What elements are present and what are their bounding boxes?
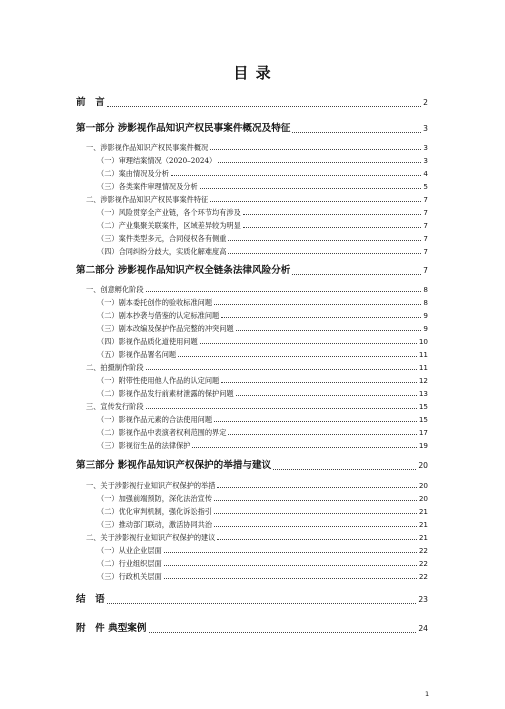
toc-entry-label: （一）附带性使用他人作品的认定问题: [97, 376, 220, 385]
dot-leader: [146, 291, 422, 292]
toc-entry-label: 第二部分 涉影视作品知识产权全链条法律风险分析: [76, 265, 291, 276]
toc-entry[interactable]: [76, 140, 428, 152]
dot-leader: [221, 317, 421, 318]
toc-entry-page: 13: [418, 389, 428, 398]
dot-leader: [292, 274, 421, 275]
dot-leader: [236, 330, 422, 331]
toc-entry-label: （四）合同纠纷分歧大，实质化解难度高: [97, 247, 227, 256]
dot-leader: [200, 343, 417, 344]
toc-entry-label: （一）加强前端预防，深化法治宣传: [97, 494, 213, 503]
dot-leader: [107, 106, 421, 107]
toc-entry[interactable]: [76, 621, 428, 635]
toc-entry[interactable]: [76, 543, 428, 555]
toc-entry-label: （三）推动部门联动，激活协同共治: [97, 520, 213, 529]
dot-leader: [171, 175, 422, 176]
toc-entry[interactable]: [76, 95, 428, 109]
toc-entry[interactable]: [76, 334, 428, 346]
toc-entry[interactable]: [76, 569, 428, 581]
toc-entry[interactable]: [76, 192, 428, 204]
toc-entry[interactable]: [76, 425, 428, 437]
dot-leader: [236, 395, 417, 396]
dot-leader: [273, 469, 416, 470]
toc-entry-label: （二）案由情况及分析: [97, 169, 169, 178]
dot-leader: [164, 578, 417, 579]
dot-leader: [200, 188, 422, 189]
toc-entry[interactable]: [76, 360, 428, 372]
toc-entry[interactable]: [76, 179, 428, 191]
toc-entry-label: （二）行业组织层面: [97, 559, 162, 568]
toc-entry[interactable]: [76, 282, 428, 294]
toc-entry[interactable]: [76, 412, 428, 424]
dot-leader: [228, 434, 416, 435]
toc-entry-page: 20: [418, 494, 428, 503]
toc-entry-page: 17: [418, 428, 428, 437]
toc-entry-label: （一）审理结案情况（2020–2024）: [97, 156, 217, 165]
toc-entry-page: 15: [418, 415, 428, 424]
dot-leader: [192, 447, 416, 448]
dot-leader: [292, 132, 421, 133]
dot-leader: [214, 526, 417, 527]
toc-entry-page: 21: [418, 533, 428, 542]
toc-entry-page: 15: [418, 402, 428, 411]
toc-entry-page: 8: [423, 285, 428, 294]
toc-entry-page: 21: [418, 507, 428, 516]
toc-entry-page: 24: [418, 624, 428, 633]
toc-entry-label: 三、宣传发行阶段: [86, 402, 144, 411]
toc-entry-page: 4: [423, 169, 428, 178]
toc-entry-page: 23: [418, 595, 428, 604]
toc-entry[interactable]: [76, 244, 428, 256]
toc-entry-page: 12: [418, 376, 428, 385]
toc-entry-label: 前 言: [76, 97, 105, 108]
toc-entry-label: （二）剧本抄袭与借鉴的认定标准问题: [97, 311, 220, 320]
toc-entry-page: 20: [418, 461, 428, 470]
toc-entry-label: 第一部分 涉影视作品知识产权民事案件概况及特征: [76, 123, 291, 134]
toc-entry[interactable]: [76, 504, 428, 516]
page-number: 1: [425, 690, 430, 698]
dot-leader: [146, 408, 417, 409]
dot-leader: [221, 382, 417, 383]
toc-entry[interactable]: [76, 308, 428, 320]
toc-entry-page: 2: [423, 98, 428, 107]
toc-entry-page: 8: [423, 298, 428, 307]
toc-entry-label: （三）行政机关层面: [97, 572, 162, 581]
toc-entry-label: （一）风险贯穿全产业链，各个环节均有涉及: [97, 208, 241, 217]
dot-leader: [149, 632, 417, 633]
toc-entry[interactable]: [76, 399, 428, 411]
toc-entry-page: 3: [423, 124, 428, 133]
toc-entry[interactable]: [76, 205, 428, 217]
toc-entry-label: 结 语: [76, 594, 105, 605]
dot-leader: [243, 214, 422, 215]
dot-leader: [214, 500, 417, 501]
dot-leader: [217, 487, 416, 488]
toc-entry-page: 7: [423, 208, 428, 217]
dot-leader: [178, 356, 417, 357]
toc-entry-label: （二）优化审判机制，强化诉讼指引: [97, 507, 213, 516]
toc-entry-page: 9: [423, 311, 428, 320]
dot-leader: [164, 552, 417, 553]
toc-entry[interactable]: [76, 231, 428, 243]
toc-entry[interactable]: [76, 386, 428, 398]
dot-leader: [210, 201, 421, 202]
toc-entry[interactable]: [76, 347, 428, 359]
toc-entry-label: 一、关于涉影视行业知识产权保护的举措: [86, 481, 216, 490]
toc-entry-page: 3: [423, 156, 428, 165]
toc-entry[interactable]: [76, 517, 428, 529]
toc-entry-page: 7: [423, 234, 428, 243]
toc-entry-page: 20: [418, 481, 428, 490]
toc-entry-label: 第三部分 影视作品知识产权保护的举措与建议: [76, 460, 272, 471]
toc-entry-label: （三）影视衍生品的法律保护: [97, 441, 191, 450]
toc-entry-label: （四）影视作品质化道使用问题: [97, 337, 198, 346]
toc-entry[interactable]: [76, 438, 428, 450]
toc-entry-page: 22: [418, 559, 428, 568]
toc-entry[interactable]: [76, 458, 428, 472]
toc-entry-label: （二）影视作品发行前素材泄露的保护问题: [97, 389, 234, 398]
toc-entry-page: 10: [418, 337, 428, 346]
dot-leader: [217, 539, 416, 540]
toc-entry-label: 一、创意孵化阶段: [86, 285, 144, 294]
toc-entry-label: 一、涉影视作品知识产权民事案件概况: [86, 143, 209, 152]
toc-entry-page: 22: [418, 546, 428, 555]
toc-entry[interactable]: [76, 556, 428, 568]
toc-entry[interactable]: [76, 592, 428, 606]
dot-leader: [210, 149, 421, 150]
dot-leader: [228, 253, 421, 254]
toc-entry-label: （三）各类案件审理情况及分析: [97, 182, 198, 191]
toc-entry-page: 7: [423, 221, 428, 230]
toc-entry[interactable]: [76, 295, 428, 307]
toc-entry-label: 二、关于涉影视行业知识产权保护的建议: [86, 533, 216, 542]
toc-entry[interactable]: [76, 263, 428, 277]
toc-entry-page: 21: [418, 520, 428, 529]
toc-entry[interactable]: [76, 491, 428, 503]
toc-entry-label: （三）案件类型多元，合同侵权各有侧重: [97, 234, 227, 243]
toc-entry-page: 5: [423, 182, 428, 191]
dot-leader: [107, 603, 417, 604]
toc-entry-label: （一）剧本委托创作的验收标准问题: [97, 298, 213, 307]
toc-entry[interactable]: [76, 373, 428, 385]
toc-entry-page: 7: [423, 266, 428, 275]
toc-entry-page: 11: [418, 350, 428, 359]
dot-leader: [214, 304, 421, 305]
dot-leader: [218, 162, 421, 163]
toc-entry-label: 二、涉影视作品知识产权民事案件特征: [86, 195, 209, 204]
toc-entry-label: 二、拍摄制作阶段: [86, 363, 144, 372]
dot-leader: [214, 513, 417, 514]
toc-entry-page: 3: [423, 143, 428, 152]
toc-entry-page: 9: [423, 324, 428, 333]
toc-entry-page: 7: [423, 247, 428, 256]
dot-leader: [228, 240, 421, 241]
toc-entry-label: （五）影视作品署名问题: [97, 350, 177, 359]
toc-entry-page: 11: [418, 363, 428, 372]
toc-entry-label: 附 件 典型案例: [76, 623, 147, 634]
toc-entry-label: （一）从业企业层面: [97, 546, 162, 555]
page-title: 目 录: [233, 64, 272, 82]
dot-leader: [243, 227, 422, 228]
toc-entry-label: （一）影视作品元素的合法使用问题: [97, 415, 213, 424]
toc-entry[interactable]: [76, 478, 428, 490]
dot-leader: [146, 369, 417, 370]
toc-entry-page: 19: [418, 441, 428, 450]
dot-leader: [214, 421, 417, 422]
toc-entry[interactable]: [76, 153, 428, 165]
toc-entry-page: 22: [418, 572, 428, 581]
toc-entry[interactable]: [76, 121, 428, 135]
toc-entry-page: 7: [423, 195, 428, 204]
toc-entry[interactable]: [76, 218, 428, 230]
dot-leader: [164, 565, 417, 566]
toc-entry-label: （二）影视作品中表演者权利范围的界定: [97, 428, 227, 437]
toc-entry-label: （三）剧本改编及保护作品完整的冲突问题: [97, 324, 234, 333]
toc-entry[interactable]: [76, 166, 428, 178]
toc-entry-label: （二）产业集聚关联案件，区域差异较为明显: [97, 221, 241, 230]
toc-entry[interactable]: [76, 321, 428, 333]
toc-entry[interactable]: [76, 530, 428, 542]
